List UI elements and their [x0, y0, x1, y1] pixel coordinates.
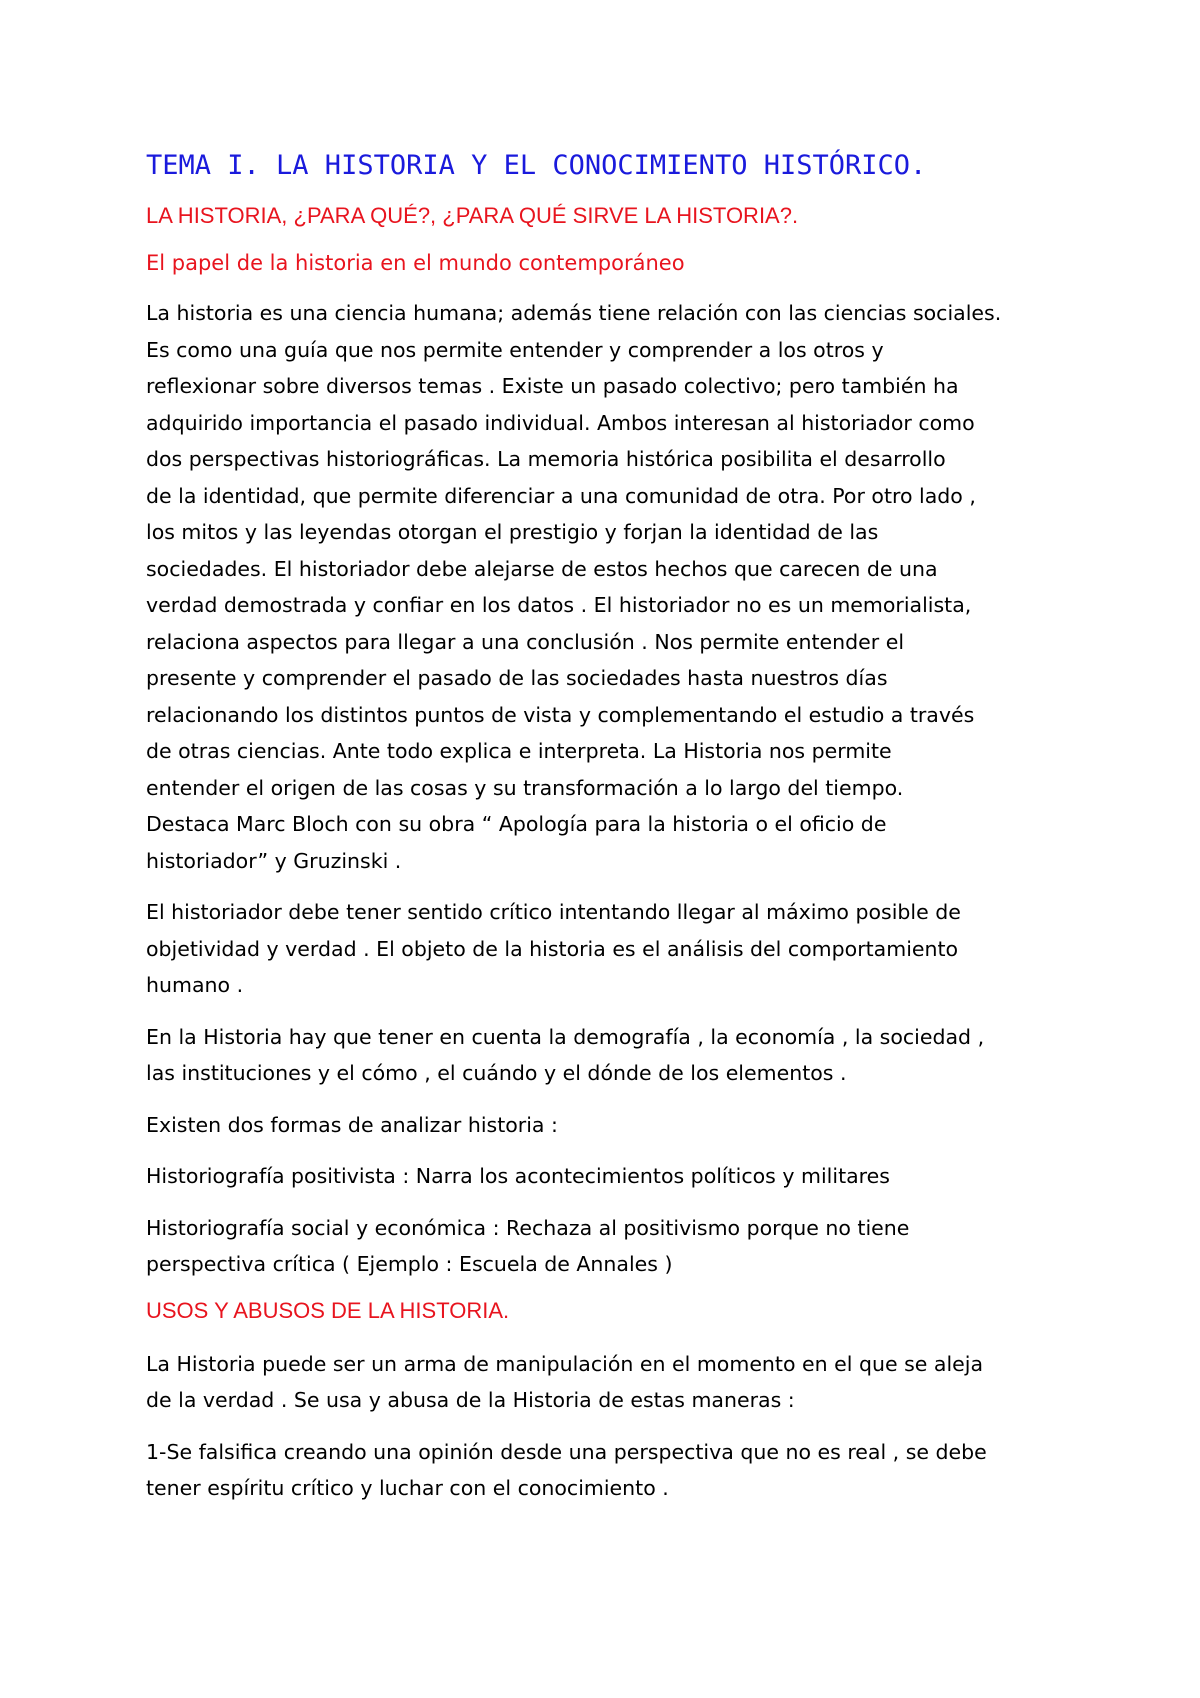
paragraph-line: En la Historia hay que tener en cuenta la demografía , la economía , la sociedad ,	[146, 1024, 985, 1049]
section-heading-para-que: LA HISTORIA, ¿PARA QUÉ?, ¿PARA QUÉ SIRVE LA HISTORIA?.	[146, 203, 799, 228]
paragraph-line: sociedades. El historiador debe alejarse de estos hechos que carecen de una	[146, 556, 938, 581]
paragraph-line: tener espíritu crítico y luchar con el conocimiento .	[146, 1476, 669, 1500]
paragraph	[146, 1158, 1076, 1195]
paragraph	[146, 1346, 1076, 1419]
subsection-heading-papel: El papel de la historia en el mundo contemporáneo	[146, 251, 685, 275]
paragraph-line: relacionando los distintos puntos de vista y complementando el estudio a través	[146, 702, 975, 727]
paragraph	[146, 894, 1076, 1004]
paragraph-line: Es como una guía que nos permite entender y comprender a los otros y	[146, 337, 884, 362]
paragraph-line: de la verdad . Se usa y abusa de la Historia de estas maneras :	[146, 1388, 795, 1412]
paragraph-line: reflexionar sobre diversos temas . Existe un pasado colectivo; pero también ha	[146, 374, 959, 398]
section-heading-usos-abusos: USOS Y ABUSOS DE LA HISTORIA.	[146, 1297, 510, 1323]
paragraph-line: Historiografía positivista : Narra los acontecimientos políticos y militares	[146, 1164, 890, 1188]
paragraph-line: de otras ciencias. Ante todo explica e interpreta. La Historia nos permite	[146, 739, 892, 763]
paragraph-line: los mitos y las leyendas otorgan el prestigio y forjan la identidad de las	[146, 520, 879, 544]
paragraph-line: verdad demostrada y confiar en los datos . El historiador no es un memorialista,	[146, 593, 972, 617]
paragraph-line: relaciona aspectos para llegar a una conclusión . Nos permite entender el	[146, 629, 905, 654]
paragraph	[146, 1019, 1076, 1092]
paragraph-line: Destaca Marc Bloch con su obra “ Apología para la historia o el oficio de	[146, 812, 887, 836]
paragraph-line: objetividad y verdad . El objeto de la historia es el análisis del comportamiento	[146, 936, 959, 961]
paragraph-line: Historiografía social y económica : Rechaza al positivismo porque no tiene	[146, 1215, 910, 1240]
document-body	[146, 150, 1076, 1522]
paragraph-line: La historia es una ciencia humana; además tiene relación con las ciencias sociales.	[146, 301, 1002, 325]
paragraph-line: las instituciones y el cómo , el cuándo y el dónde de los elementos .	[146, 1061, 847, 1085]
paragraph-line: humano .	[146, 973, 244, 997]
paragraph	[146, 295, 1076, 879]
paragraph-line: perspectiva crítica ( Ejemplo : Escuela de Annales )	[146, 1252, 673, 1276]
paragraph	[146, 1107, 1076, 1144]
paragraph-line: de la identidad, que permite diferenciar a una comunidad de otra. Por otro lado ,	[146, 483, 976, 508]
document-title: TEMA I. LA HISTORIA Y EL CONOCIMIENTO HISTÓRICO.	[146, 150, 927, 181]
paragraph-line: 1-Se falsifica creando una opinión desde una perspectiva que no es real , se debe	[146, 1439, 987, 1464]
paragraph-line: El historiador debe tener sentido crítico intentando llegar al máximo posible de	[146, 900, 961, 924]
paragraph-line: adquirido importancia el pasado individual. Ambos interesan al historiador como	[146, 410, 975, 435]
paragraph-line: presente y comprender el pasado de las sociedades hasta nuestros días	[146, 666, 888, 690]
paragraph-line: dos perspectivas historiográficas. La memoria histórica posibilita el desarrollo	[146, 447, 946, 471]
paragraph	[146, 1434, 1076, 1507]
paragraph	[146, 1210, 1076, 1283]
paragraph-line: La Historia puede ser un arma de manipulación en el momento en el que se aleja	[146, 1351, 984, 1376]
paragraph-line: historiador” y Gruzinski .	[146, 848, 402, 873]
paragraph-line: Existen dos formas de analizar historia :	[146, 1112, 558, 1137]
paragraph-line: entender el origen de las cosas y su transformación a lo largo del tiempo.	[146, 775, 904, 800]
